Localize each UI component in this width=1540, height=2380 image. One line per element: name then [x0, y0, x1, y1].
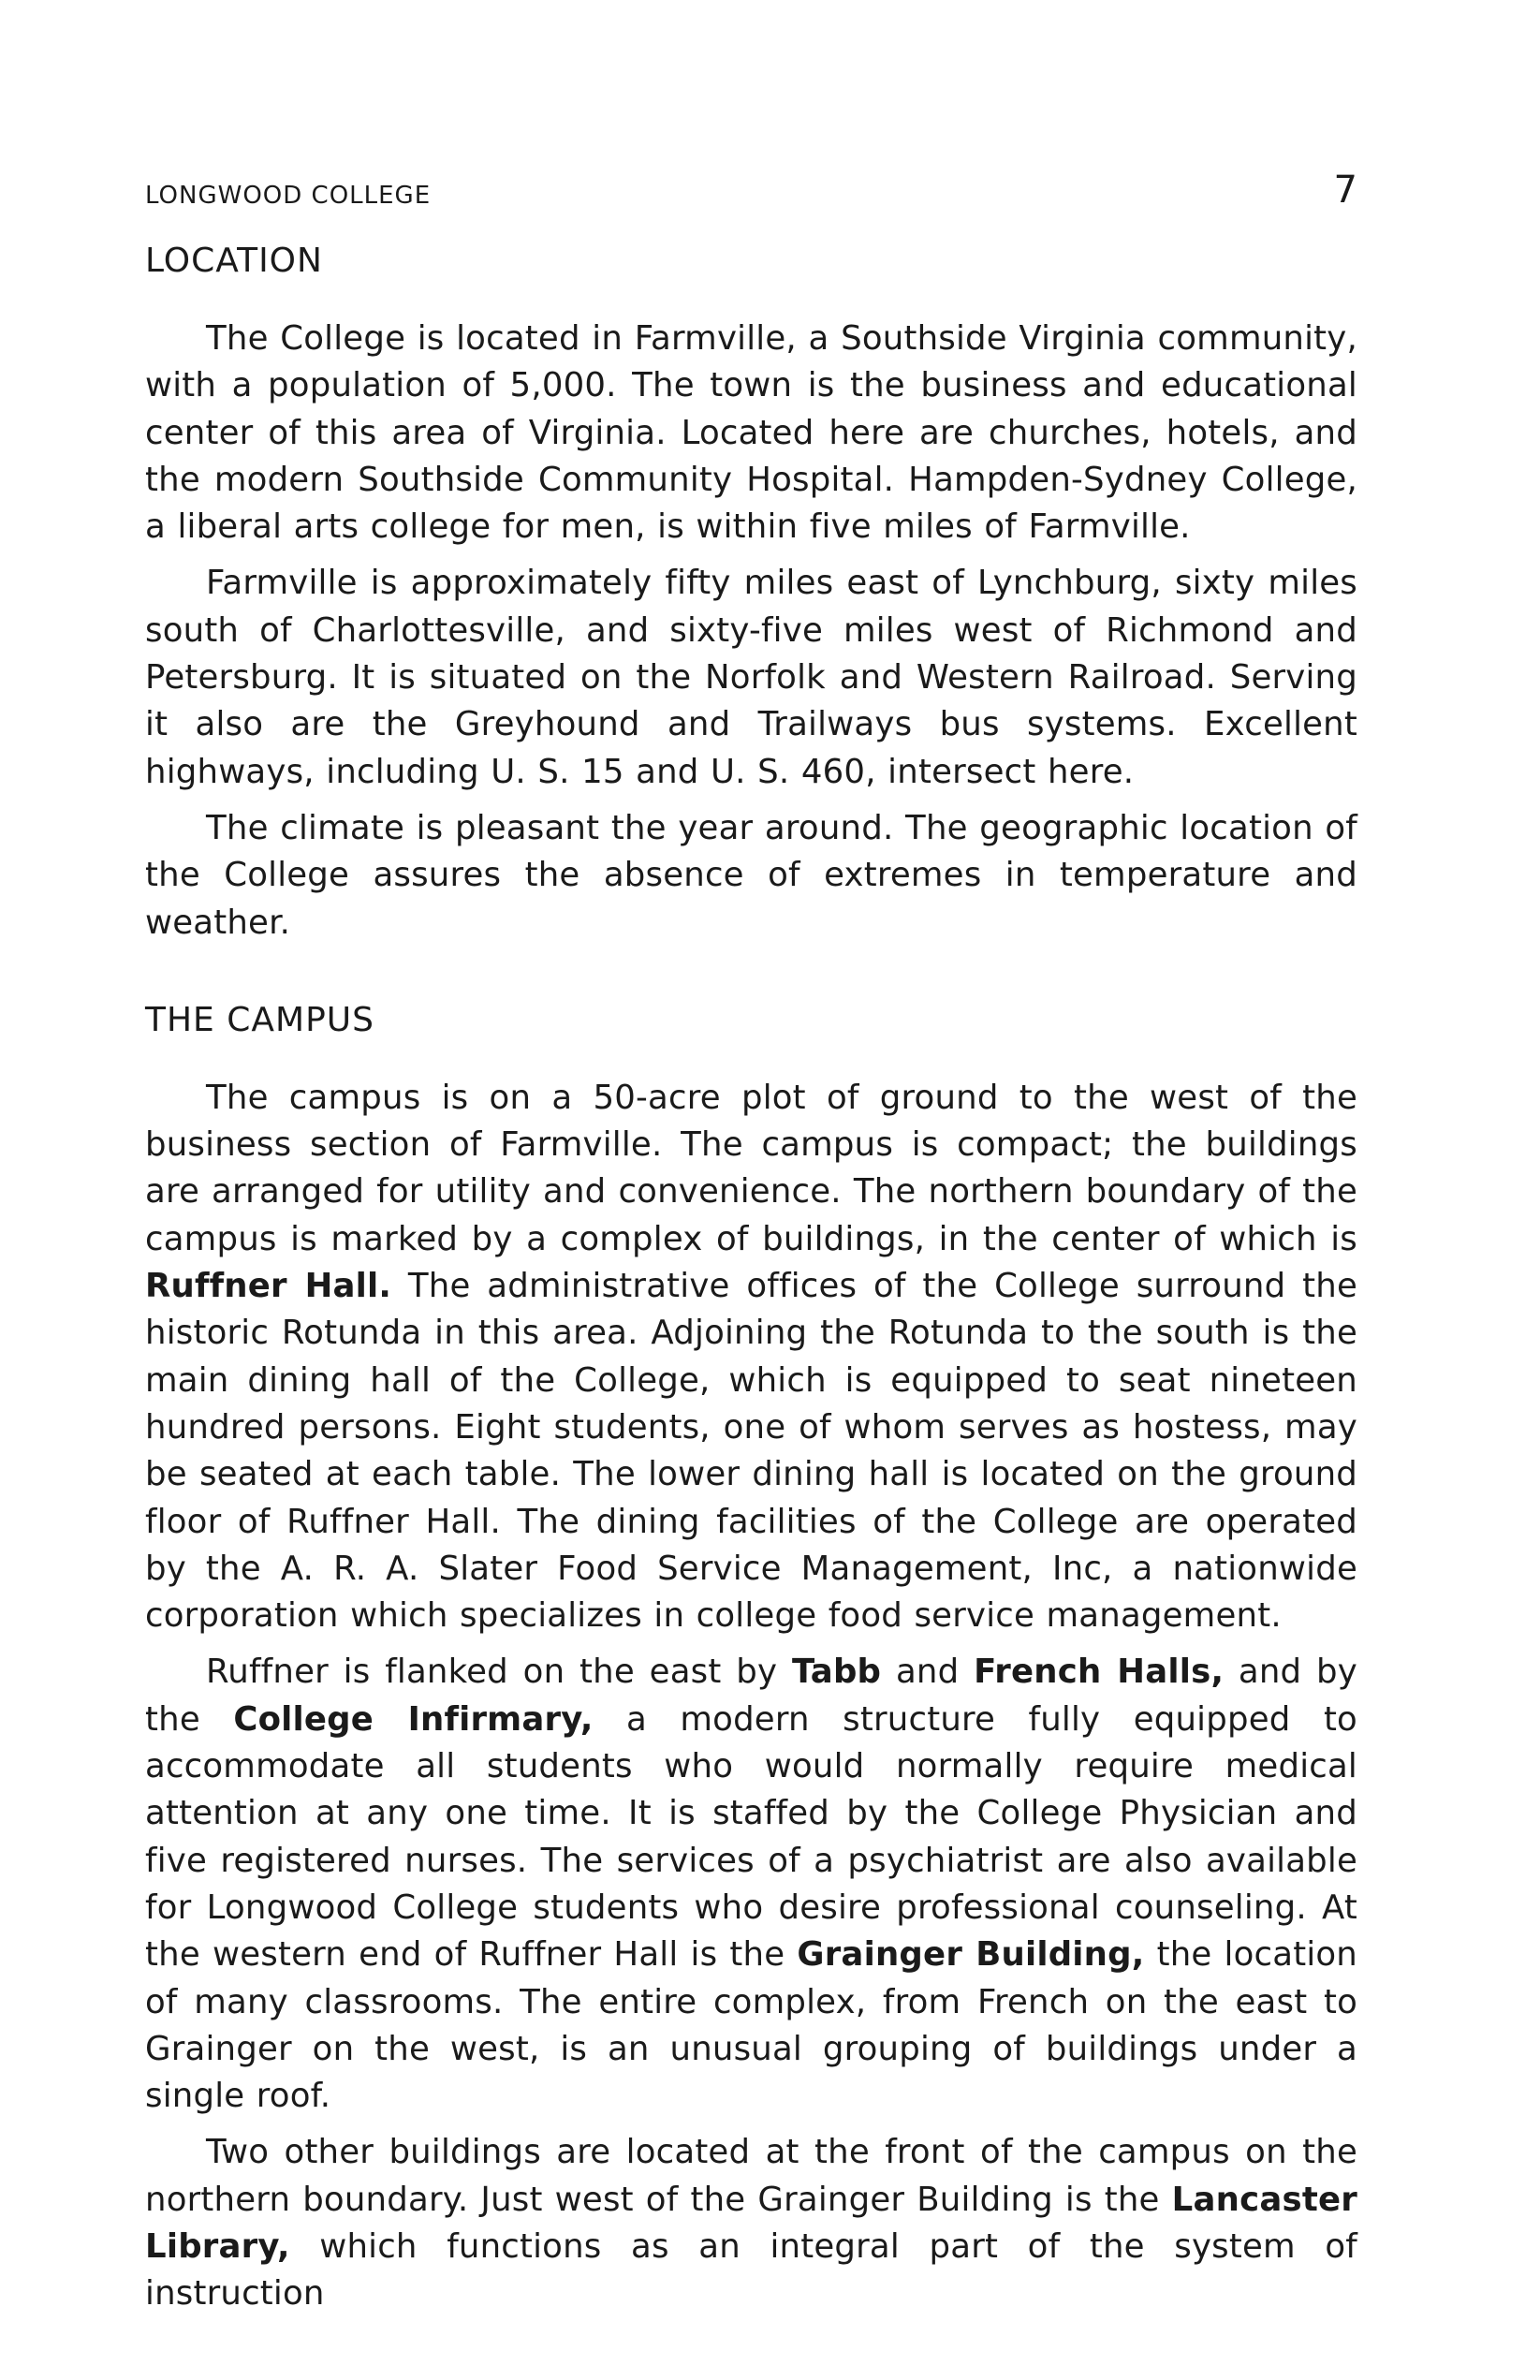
paragraph: The College is located in Farmville, a Southside Virginia community, with a population of 5,000. The town is the business and educational center of this area of Virginia. Located here are churches, hotels, and the modern Southside Community Hospital. Hampden-Sydney College, a liberal arts college for men, is within five miles of Farmville.	[145, 319, 1357, 547]
page-number: 7	[1333, 169, 1357, 212]
building-name: Ruffner Hall.	[145, 1267, 392, 1306]
paragraph: The campus is on a 50-acre plot of ground to the west of the business section of Farmville. The campus is compact; the buildings are arranged for utility and convenience. The northern boundary of the campus is marked by a complex of buildings, in the center of which is Ruffner Hall. The administrative offices of the College surround the historic Rotunda in this area. Adjoining the Rotunda to the south is the main dining hall of the College, which is equipped to seat nineteen hundred persons. Eight students, one of whom serves as hostess, may be seated at each table. The lower dining hall is located on the ground floor of Ruffner Hall. The dining facilities of the College are operated by the A. R. A. Slater Food Service Management, Inc, a nationwide corporation which specializes in college food service management.	[145, 1078, 1357, 1636]
section-heading-location: LOCATION	[145, 242, 323, 280]
building-name: Tabb	[791, 1653, 882, 1692]
document-page	[145, 169, 1357, 2328]
paragraph: Two other buildings are located at the front of the campus on the northern boundary. Just west of the Grainger Building is the Lancaster Library, which functions as an integral part of the system of instruction	[145, 2133, 1357, 2314]
building-name: Grainger Building,	[797, 1935, 1145, 1975]
paragraph: Ruffner is flanked on the east by Tabb and French Halls, and by the College Infirmary, a modern structure fully equipped to accommodate all students who would normally require medical attention at any one time. It is staffed by the College Physician and five registered nurses. The services of a psychiatrist are also available for Longwood College students who desire professional counseling. At the western end of Ruffner Hall is the Grainger Building, the location of many classrooms. The entire complex, from French on the east to Grainger on the west, is an unusual grouping of buildings under a single roof.	[145, 1653, 1358, 2116]
running-title: LONGWOOD COLLEGE	[145, 182, 432, 210]
building-name: Lancaster Library,	[145, 2180, 1357, 2266]
building-name: College Infirmary,	[233, 1699, 594, 1739]
running-header	[145, 169, 1357, 234]
building-name: French Halls,	[974, 1653, 1225, 1692]
paragraph: The climate is pleasant the year around. The geographic location of the College assures the absence of extremes in temperature and weather.	[145, 808, 1357, 942]
section-heading-campus: THE CAMPUS	[145, 1000, 374, 1039]
paragraph: Farmville is approximately fifty miles east of Lynchburg, sixty miles south of Charlottesville, and sixty-five miles west of Richmond and Petersburg. It is situated on the Norfolk and Western Railroad. Serving it also are the Greyhound and Trailways bus systems. Excellent highways, including U. S. 15 and U. S. 460, intersect here.	[145, 564, 1357, 791]
